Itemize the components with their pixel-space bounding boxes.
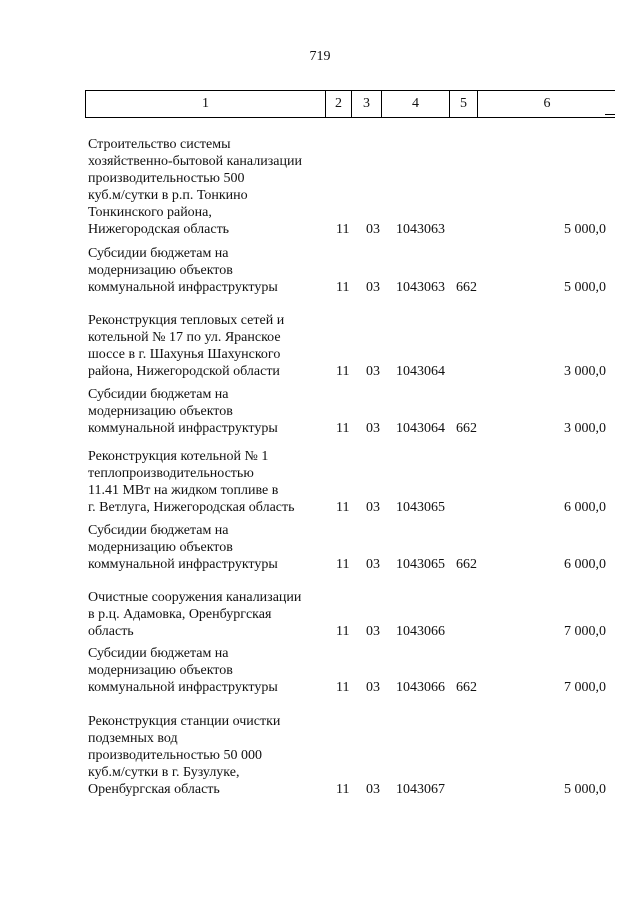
row-col-5: 662 <box>456 280 477 295</box>
table-row <box>88 245 610 296</box>
row-col-4: 1043067 <box>396 782 445 797</box>
row-col-2: 11 <box>336 782 350 797</box>
row-description: Субсидии бюджетам на модернизацию объектов коммунальной инфраструктуры <box>88 246 278 295</box>
table-row <box>88 448 610 516</box>
row-col-6: 5 000,0 <box>564 782 606 797</box>
header-col-5: 5 <box>450 91 478 117</box>
header-col-4: 4 <box>382 91 450 117</box>
header-rule-tick <box>605 114 615 115</box>
row-col-4: 1043066 <box>396 624 445 639</box>
table-header <box>85 90 615 118</box>
row-col-4: 1043064 <box>396 421 445 436</box>
table-row <box>88 713 610 798</box>
row-description: Реконструкция тепловых сетей и котельной № 17 по ул. Яранское шоссе в г. Шахунья Шахунского района, Нижегородской области <box>88 313 285 379</box>
row-col-6: 3 000,0 <box>564 421 606 436</box>
row-col-2: 11 <box>336 500 350 515</box>
row-col-2: 11 <box>336 421 350 436</box>
row-description: Субсидии бюджетам на модернизацию объектов коммунальной инфраструктуры <box>88 646 278 695</box>
row-description: Строительство системы хозяйственно-бытовой канализации производительностью 500 куб.м/сутки в р.п. Тонкино Тонкинского района, Нижегородская область <box>88 137 302 237</box>
row-description: Реконструкция станции очистки подземных вод производительностью 50 000 куб.м/сутки в г. Бузулуке, Оренбургская область <box>88 714 281 797</box>
row-col-2: 11 <box>336 557 350 572</box>
row-col-3: 03 <box>366 624 380 639</box>
row-col-6: 6 000,0 <box>564 557 606 572</box>
row-col-6: 5 000,0 <box>564 280 606 295</box>
table-row <box>88 589 610 640</box>
header-col-1: 1 <box>86 91 326 117</box>
table-row <box>88 136 610 238</box>
row-col-4: 1043066 <box>396 680 445 695</box>
row-description: Очистные сооружения канализации в р.ц. Адамовка, Оренбургская область <box>88 590 302 639</box>
row-col-4: 1043065 <box>396 500 445 515</box>
row-col-5: 662 <box>456 680 477 695</box>
table-row <box>88 522 610 573</box>
row-col-6: 7 000,0 <box>564 624 606 639</box>
row-col-3: 03 <box>366 557 380 572</box>
row-col-6: 7 000,0 <box>564 680 606 695</box>
row-col-5: 662 <box>456 421 477 436</box>
row-col-2: 11 <box>336 680 350 695</box>
row-description: Реконструкция котельной № 1 теплопроизводительностью 11.41 МВт на жидком топливе в г. Ветлуга, Нижегородская область <box>88 449 295 515</box>
row-col-5: 662 <box>456 557 477 572</box>
header-col-3: 3 <box>352 91 382 117</box>
row-col-6: 5 000,0 <box>564 222 606 237</box>
row-col-3: 03 <box>366 280 380 295</box>
row-col-3: 03 <box>366 421 380 436</box>
page-number: 719 <box>309 49 331 64</box>
row-col-3: 03 <box>366 364 380 379</box>
row-col-3: 03 <box>366 500 380 515</box>
row-col-4: 1043065 <box>396 557 445 572</box>
table-row <box>88 386 610 437</box>
row-col-2: 11 <box>336 222 350 237</box>
header-col-2: 2 <box>326 91 352 117</box>
table-row <box>88 312 610 380</box>
row-description: Субсидии бюджетам на модернизацию объектов коммунальной инфраструктуры <box>88 387 278 436</box>
row-col-3: 03 <box>366 222 380 237</box>
row-col-3: 03 <box>366 782 380 797</box>
row-col-6: 6 000,0 <box>564 500 606 515</box>
row-col-2: 11 <box>336 280 350 295</box>
row-col-4: 1043064 <box>396 364 445 379</box>
table-row <box>88 645 610 696</box>
row-description: Субсидии бюджетам на модернизацию объектов коммунальной инфраструктуры <box>88 523 278 572</box>
header-col-6: 6 <box>543 96 551 111</box>
row-col-4: 1043063 <box>396 280 445 295</box>
row-col-6: 3 000,0 <box>564 364 606 379</box>
row-col-4: 1043063 <box>396 222 445 237</box>
row-col-2: 11 <box>336 364 350 379</box>
row-col-2: 11 <box>336 624 350 639</box>
row-col-3: 03 <box>366 680 380 695</box>
